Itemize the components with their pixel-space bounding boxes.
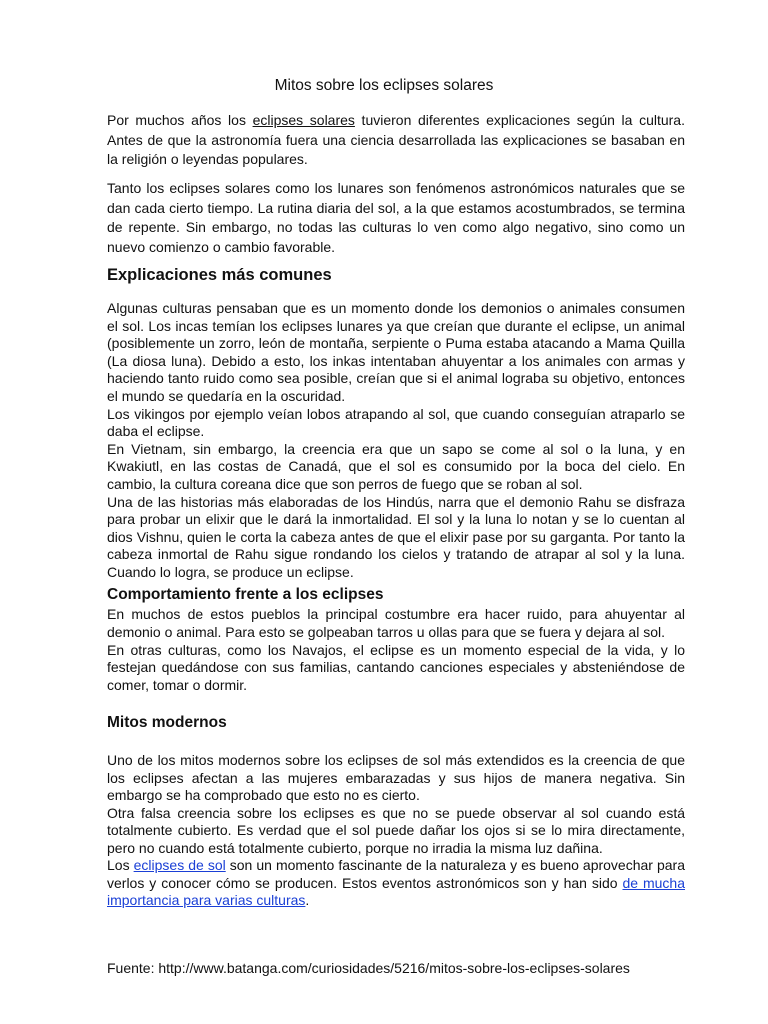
heading-comportamiento: Comportamiento frente a los eclipses bbox=[107, 586, 384, 603]
eclipses-de-sol-link[interactable]: eclipses de sol bbox=[133, 857, 226, 873]
intro-paragraph-1 bbox=[107, 111, 685, 170]
importancia-culturas-link[interactable]: de mucha importancia para varias culturas bbox=[107, 874, 686, 908]
intro-text-after: tuvieron diferentes explicaciones según la cultura. Antes de que la astronomía fuera una ciencia desarrollada las explicaciones se basaban en la religión o leyendas populares. bbox=[107, 112, 685, 167]
section-mitos-modernos-body bbox=[107, 752, 685, 910]
paragraph-vikingos: Los vikingos por ejemplo veían lobos atrapando al sol, que cuando conseguían atraparlo se daba el eclipse. bbox=[107, 405, 685, 440]
paragraph-incas: Algunas culturas pensaban que es un momento donde los demonios o animales consumen el sol. Los incas temían los eclipses lunares ya que creían que durante el eclipse, un animal (posiblemente un zorro, león de montaña, serpiente o Puma estaba atacando a Mama Quilla (La diosa luna). Debido a esto, los inkas intentaban ahuyentar a los animales con armas y haciendo tanto ruido como sea posible, creían que si el animal lograba su objetivo, entonces el mundo se quedaría en la oscuridad. bbox=[107, 300, 685, 404]
section-explicaciones-body bbox=[107, 300, 685, 582]
paragraph-embarazadas: Uno de los mitos modernos sobre los eclipses de sol más extendidos es la creencia de que los eclipses afectan a las mujeres embarazadas y sus hijos de manera negativa. Sin embargo se ha comprobado que esto no es cierto. bbox=[107, 752, 685, 803]
paragraph-hindus: Una de las historias más elaboradas de los Hindús, narra que el demonio Rahu se disfraza para probar un elixir que le dará la inmortalidad. El sol y la luna lo notan y se lo cuentan al dios Vishnu, quien le corta la cabeza antes de que el elixir pase por su garganta. Por tanto la cabeza inmortal de Rahu sigue rondando los cielos y tratando de atrapar al sol y la luna. Cuando lo logra, se produce un eclipse. bbox=[107, 493, 685, 580]
paragraph-observar-sol: Otra falsa creencia sobre los eclipses es que no se puede observar al sol cuando está totalmente cubierto. Es verdad que el sol puede dañar los ojos si se lo mira directamente, pero no cuando está totalmente cubierto, porque no irradia la misma luz dañina. bbox=[107, 804, 685, 856]
fascinante-text-before: Los bbox=[107, 857, 134, 873]
eclipses-solares-underline: eclipses solares bbox=[252, 112, 355, 128]
fascinante-text-mid: son un momento fascinante de la naturaleza y es bueno aprovechar para verlos y conocer cómo se producen. Estos eventos astronómicos son y han sido bbox=[107, 857, 686, 891]
heading-mitos-modernos: Mitos modernos bbox=[107, 714, 227, 731]
paragraph-fascinante bbox=[107, 857, 685, 910]
source-citation: Fuente: http://www.batanga.com/curiosidades/5216/mitos-sobre-los-eclipses-solares bbox=[107, 960, 630, 976]
paragraph-vietnam: En Vietnam, sin embargo, la creencia era que un sapo se come al sol o la luna, y en Kwakiutl, en las costas de Canadá, que el sol es consumido por la boca del cielo. En cambio, la cultura coreana dice que son perros de fuego que se roban al sol. bbox=[107, 440, 685, 492]
section-comportamiento-body bbox=[107, 606, 685, 695]
intro-paragraph-2: Tanto los eclipses solares como los lunares son fenómenos astronómicos naturales que se dan cada cierto tiempo. La rutina diaria del sol, a la que estamos acostumbrados, se termina de repente. Sin embargo, no todas las culturas lo ven como algo negativo, sino como un nuevo comienzo o cambio favorable. bbox=[107, 180, 685, 255]
heading-explicaciones: Explicaciones más comunes bbox=[107, 266, 332, 284]
page-title: Mitos sobre los eclipses solares bbox=[274, 77, 494, 94]
fascinante-text-after: . bbox=[305, 892, 310, 908]
intro-text-before: Por muchos años los bbox=[107, 112, 253, 128]
paragraph-navajos: En otras culturas, como los Navajos, el eclipse es un momento especial de la vida, y lo festejan quedándose con sus familias, cantando canciones especiales y absteniéndose de comer, tomar o dormir. bbox=[107, 641, 685, 694]
paragraph-ruido: En muchos de estos pueblos la principal costumbre era hacer ruido, para ahuyentar al demonio o animal. Para esto se golpeaban tarros u ollas para que se fuera y dejara al sol. bbox=[107, 606, 685, 640]
